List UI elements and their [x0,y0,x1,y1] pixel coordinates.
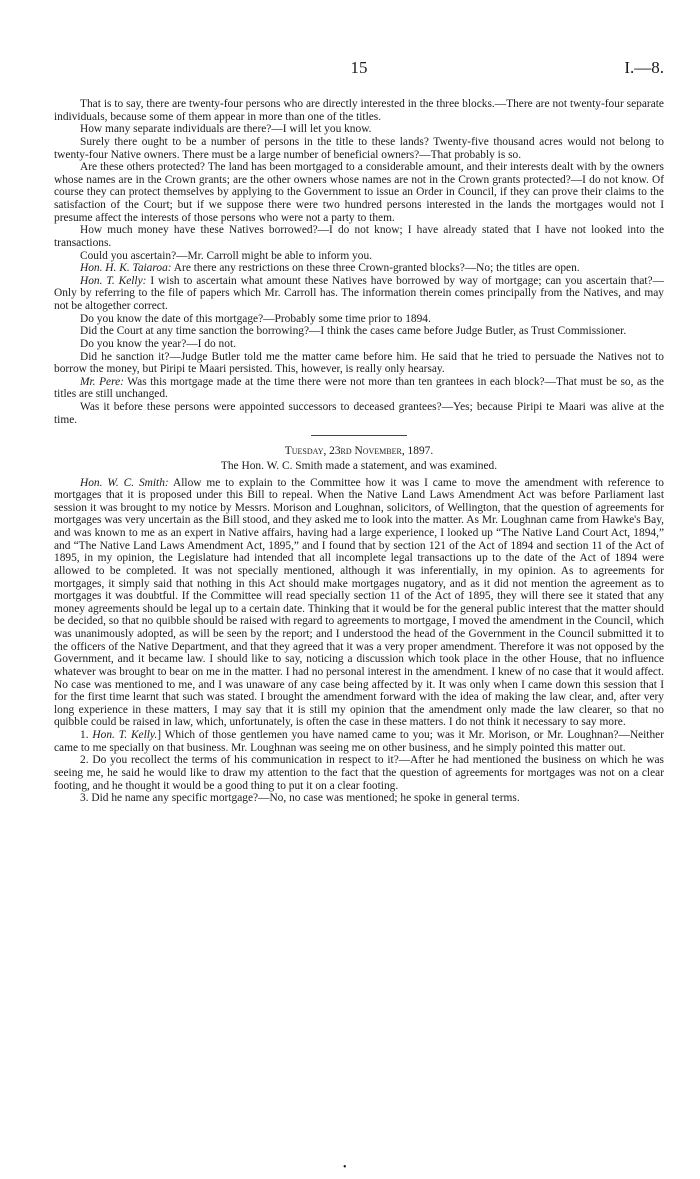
paragraph [54,262,664,275]
paragraph-text: That is to say, there are twenty-four persons who are directly interested in the three blocks.—There are not twenty-four separate individuals, because some of them appear in more than one of the titles. [54,98,664,123]
paragraph-text: Was it before these persons were appointed successors to deceased grantees?—Yes; because Piripi te Maari was alive at the time. [54,401,664,426]
paragraph-text: Do you know the date of this mortgage?—Probably some time prior to 1894. [80,312,431,325]
speaker-name: Hon. T. Kelly. [92,729,158,741]
paragraph [54,98,664,123]
paragraph-text: Did the Court at any time sanction the borrowing?—I think the cases came before Judge Butler, as Trust Commissioner. [80,325,627,338]
evidence-part-1 [54,98,664,426]
paragraph-text: Surely there ought to be a number of persons in the title to these lands? Twenty-five thousand acres would not belong to twenty-four Native owners. There must be a large number of beneficial owners?—That probably is so. [54,135,664,161]
paragraph-text: Do you know the year?—I do not. [80,337,236,350]
page-number: 15 [350,58,368,77]
paragraph [54,351,664,376]
section-divider [311,435,407,436]
paragraph [54,754,664,792]
paragraph [54,376,664,401]
paragraph [54,325,664,338]
evidence-part-2 [54,477,664,805]
paragraph [54,338,664,351]
paragraph-text: Did he sanction it?—Judge Butler told me the matter came before him. He said that he tried to persuade the Natives not to borrow the money, but Piripi te Maari persisted. This, however, is really only hearsay. [54,350,664,376]
footer-mark: • [343,1162,347,1173]
paragraph [54,123,664,136]
document-body [54,98,664,805]
paragraph [54,136,664,161]
speaker-name: Mr. Pere: [80,375,124,388]
speaker-name: Hon. W. C. Smith: [80,476,169,489]
paragraph-text: 3. Did he name any specific mortgage?—No, no case was mentioned; he spoke in general terms. [80,792,520,805]
paragraph [54,313,664,326]
document-reference: I.—8. [624,58,664,77]
paragraph [54,161,664,224]
paragraph-text: Are there any restrictions on these three Crown-granted blocks?—No; the titles are open. [171,262,580,275]
paragraph [54,477,664,730]
speaker-name: Hon. T. Kelly: [80,274,147,287]
paragraph-text: Are these others protected? The land has been mortgaged to a considerable amount, and their interests dealt with by the owners whose names are in the Crown grants; are the other owners whose names are not in the Crown grants protected?—I do not know. Of course they can protect themselves by applying to the Government to issue an Order in Council, if they can prove their claims to the satisfaction of the Court; but if we suppose there were two hundred persons interested in the lands the mortgages would not I presume affect the interests of those persons who were not a party to them. [54,161,664,224]
paragraph-text: Was this mortgage made at the time there were not more than ten grantees in each block?—That must be so, as the titles are still unchanged. [54,375,664,401]
speaker-name: Hon. H. K. Taiaroa: [80,262,172,275]
paragraph-text: How many separate individuals are there?—I will let you know. [80,123,372,136]
paragraph-text: Allow me to explain to the Committee how it was I came to move the amendment with reference to mortgages that it is proposed under this Bill to repeal. When the Native Land Laws Amendment Act was before Parliament last session it was brought to my notice by Messrs. Morison and Loughnan, solicitors, of Wellington, that the question of agreements for mortgages was very uncertain as the Bill stood, and they asked me to look into the matter. As Mr. Loughnan came from Hawke's Bay, and was known to me as an expert in Native affairs, having had a large experience, I looked up “The Native Land Court Act, 1894,” and “The Native Land Laws Amendment Act, 1895,” and I found that by section 121 of the Act of 1894 and section 11 of the Act of 1895, in my opinion, the Legislature had intended that all incomplete legal transactions up to the date of the Act of 1894 were allowed to be completed. It was not specially mentioned, although it was inferentially, in my opinion. As to agreements for mortgages, it simply said that nothing in this Act should make mortgages nugatory, and as it did not mention the agreement as to mortgages it was doubtful. If the Committee will read specially section 11 of the Act of 1895, they will there see it stated that any money agreements should be legal up to a certain date. Thinking that it would be for the general public interest that the matter should be decided, so that no quibble should be raised with regard to agreements to mortgage, I moved the amendment in the Council, which was unanimously adopted, as will be seen by the report; and I understood the head of the Government in the Council submitted it to the officers of the Native Department, and that they agreed that it was a very proper amendment. Therefore it was not opposed by the Government, and it became law. I should like to say, noticing a discussion which took place in the other House, that no influence whatever was brought to bear on me in the matter. I had no personal interest in the amendment. I knew of no case that it would affect. No case was mentioned to me, and I was unaware of any case being affected by it. It was only when I came down this session that I for the first time learnt that such was stated. I brought the amendment forward with the idea of making the law clear, and, after very long experience in these matters, I may say that it is still my opinion that the amendment only made the law clearer, so that no quibble could be raised in law, which, unfortunately, is often the case in these matters. I do not think it necessary to say more. [54,476,664,729]
paragraph [54,401,664,426]
paragraph [54,729,664,754]
section-subheading: The Hon. W. C. Smith made a statement, and was examined. [220,459,498,472]
paragraph [54,275,664,313]
paragraph [54,224,664,249]
paragraph-text: 2. Do you recollect the terms of his communication in respect to it?—After he had mentioned the business on which he was seeing me, he said he would like to draw my attention to the fact that the question of agreements for mortgages was not on a clear footing, and he thought it would be a good thing to put it on a clear footing. [54,754,664,792]
paragraph [54,792,664,805]
paragraph-text: ] Which of those gentlemen you have named came to you; was it Mr. Morison, or Mr. Loughnan?—Neither came to me specially on that business. Mr. Loughnan was seeing me on other business, and he simply pointed this matter out. [54,729,664,754]
paragraph-text: I wish to ascertain what amount these Natives have borrowed by way of mortgage; can you ascertain that?—Only by referring to the file of papers which Mr. Carroll has. The information therein comes principally from the Natives, and may not be altogether correct. [54,274,664,312]
section-date: Tuesday, 23rd November, 1897. [284,445,434,458]
paragraph-text: Could you ascertain?—Mr. Carroll might be able to inform you. [80,249,372,262]
paragraph-text: How much money have these Natives borrowed?—I do not know; I have already stated that I have not looked into the transactions. [54,224,664,249]
question-number: 1. [80,729,89,741]
paragraph [54,250,664,263]
